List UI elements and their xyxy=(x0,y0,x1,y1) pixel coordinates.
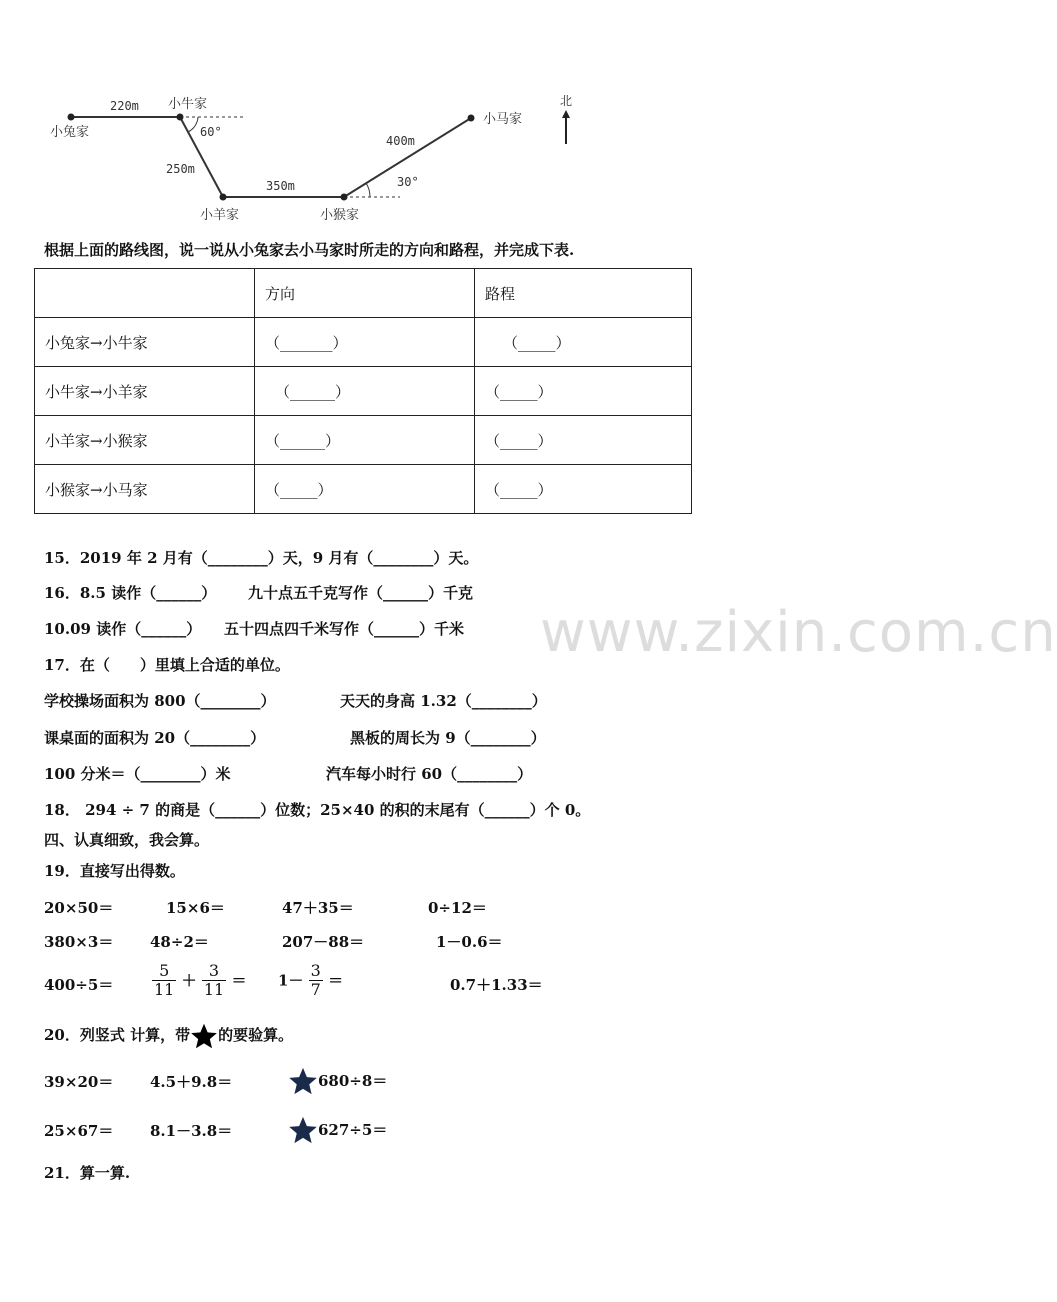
route-table xyxy=(34,268,692,514)
distance-blank[interactable]: （_____） xyxy=(475,465,692,514)
point-monkey xyxy=(341,194,348,201)
point-rabbit xyxy=(68,114,75,121)
calc-item: 0.7＋1.33＝ xyxy=(450,976,543,994)
watermark: www.zixin.com.cn xyxy=(540,600,1057,665)
section-4-heading: 四、认真细致，我会算。 xyxy=(44,831,210,849)
table-row xyxy=(35,367,692,416)
distance-blank[interactable]: （_____） xyxy=(475,416,692,465)
question-18: 18． 294 ÷ 7 的商是（______）位数；25×40 的积的末尾有（______）个 0。 xyxy=(44,801,591,819)
calc-item: 1－0.6＝ xyxy=(436,933,503,951)
dist-rabbit-cow: 220m xyxy=(110,99,139,113)
table-row xyxy=(35,318,692,367)
label-cow: 小牛家 xyxy=(168,97,208,112)
distance-blank[interactable]: （_____） xyxy=(475,318,692,367)
table-header xyxy=(35,269,255,318)
vertical-calc-item: 4.5＋9.8＝ xyxy=(150,1073,233,1091)
route-cell: 小猴家→小马家 xyxy=(35,465,255,514)
question-19: 19．直接写出得数。 xyxy=(44,862,185,880)
calc-item: 400÷5＝ xyxy=(44,976,114,994)
direction-blank[interactable]: （______） xyxy=(255,416,475,465)
instruction: 根据上面的路线图，说一说从小兔家去小马家时所走的方向和路程，并完成下表. xyxy=(44,241,575,259)
question-16b: 九十点五千克写作（______）千克 xyxy=(248,584,474,602)
calc-item: 380×3＝ xyxy=(44,933,114,951)
calc-item: 20×50＝ xyxy=(44,899,114,917)
point-sheep xyxy=(220,194,227,201)
route-cell: 小兔家→小牛家 xyxy=(35,318,255,367)
label-horse: 小马家 xyxy=(483,112,523,127)
calc-item: 15×6＝ xyxy=(166,899,225,917)
table-header: 方向 xyxy=(255,269,475,318)
route-map xyxy=(40,88,600,233)
dist-monkey-horse: 400m xyxy=(386,134,415,148)
point-cow xyxy=(177,114,184,121)
table-row xyxy=(35,416,692,465)
north-arrow-icon xyxy=(562,110,570,144)
fraction: $\frac{3}{7}$ xyxy=(310,961,321,999)
vertical-calc-item-starred: 627÷5＝ xyxy=(288,1115,387,1145)
calc-fraction-diff: 1－ $\frac{3}{7}$ ＝ xyxy=(278,961,344,999)
table-header: 路程 xyxy=(475,269,692,318)
vertical-calc-item: 8.1－3.8＝ xyxy=(150,1122,233,1140)
angle-cow: 60° xyxy=(200,125,222,139)
question-17-row3a: 100 分米＝（________）米 xyxy=(44,765,231,783)
route-cell: 小羊家→小猴家 xyxy=(35,416,255,465)
calc-item: 47＋35＝ xyxy=(282,899,354,917)
dist-sheep-monkey: 350m xyxy=(266,179,295,193)
star-icon xyxy=(288,1066,318,1096)
vertical-calc-item: 25×67＝ xyxy=(44,1122,114,1140)
question-16c: 10.09 读作（______） xyxy=(44,620,202,638)
direction-blank[interactable]: （______） xyxy=(255,367,475,416)
direction-blank[interactable]: （_____） xyxy=(255,465,475,514)
question-17-row1b: 天天的身高 1.32（________） xyxy=(340,692,547,710)
route-cell: 小牛家→小羊家 xyxy=(35,367,255,416)
star-icon xyxy=(288,1115,318,1145)
dist-cow-sheep: 250m xyxy=(166,162,195,176)
question-21: 21．算一算. xyxy=(44,1164,131,1182)
calc-item: 48÷2＝ xyxy=(150,933,209,951)
label-sheep: 小羊家 xyxy=(200,208,240,223)
question-17-row2a: 课桌面的面积为 20（________） xyxy=(44,729,266,747)
label-rabbit: 小兔家 xyxy=(50,125,90,140)
calc-item: 207－88＝ xyxy=(282,933,365,951)
calc-fraction-sum: $\frac{5}{11}$ ＋ $\frac{3}{11}$ ＝ xyxy=(154,961,247,999)
star-icon xyxy=(190,1022,218,1050)
question-16d: 五十四点四千米写作（______）千米 xyxy=(224,620,465,638)
vertical-calc-item-starred: 680÷8＝ xyxy=(288,1066,387,1096)
angle-monkey: 30° xyxy=(397,175,419,189)
fraction: $\frac{3}{11}$ xyxy=(203,961,225,999)
question-16a: 16．8.5 读作（______） xyxy=(44,584,217,602)
question-17-row3b: 汽车每小时行 60（________） xyxy=(326,765,533,783)
vertical-calc-item: 39×20＝ xyxy=(44,1073,114,1091)
label-monkey: 小猴家 xyxy=(320,208,360,223)
point-horse xyxy=(468,115,475,122)
calc-item: 0÷12＝ xyxy=(428,899,487,917)
question-15: 15．2019 年 2 月有（________）天，9 月有（________）天。 xyxy=(44,549,479,567)
table-header-row xyxy=(35,269,692,318)
question-17-row1a: 学校操场面积为 800（________） xyxy=(44,692,276,710)
question-20: 20．列竖式 计算，带 的要验算。 xyxy=(44,1022,293,1050)
table-row xyxy=(35,465,692,514)
direction-blank[interactable]: （_______） xyxy=(255,318,475,367)
question-17-row2b: 黑板的周长为 9（________） xyxy=(350,729,546,747)
distance-blank[interactable]: （_____） xyxy=(475,367,692,416)
question-17: 17．在（ ）里填上合适的单位。 xyxy=(44,656,290,674)
fraction: $\frac{5}{11}$ xyxy=(154,961,175,999)
label-north: 北 xyxy=(560,94,573,108)
